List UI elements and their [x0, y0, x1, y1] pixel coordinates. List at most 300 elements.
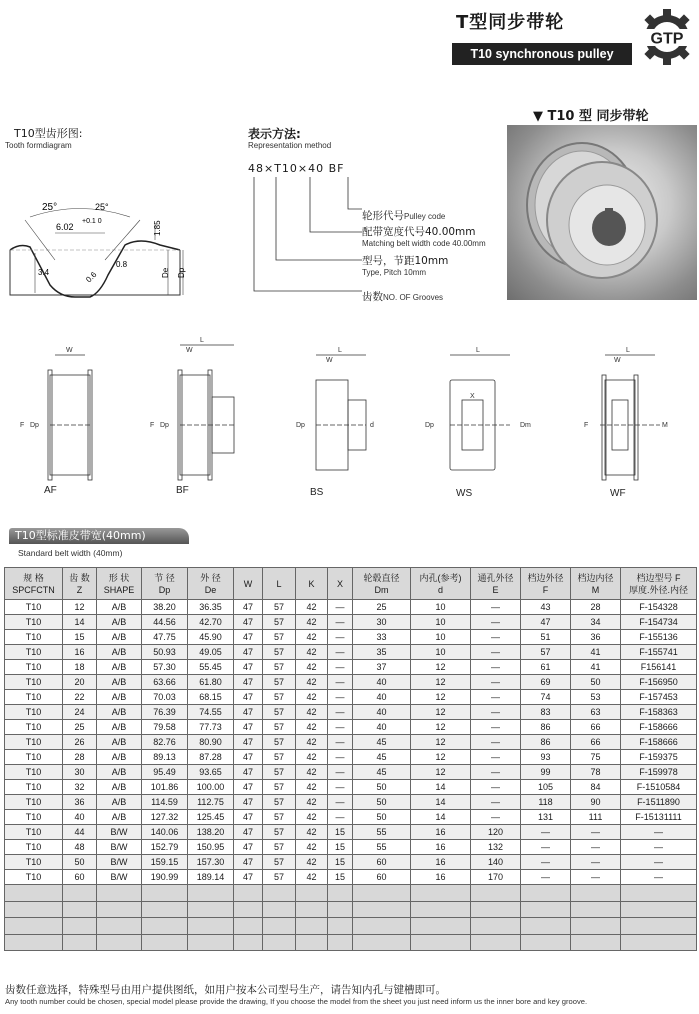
table-cell: — — [521, 840, 571, 855]
tooth-diagram-title: T10型齿形图: — [14, 127, 83, 140]
table-header-cell — [234, 568, 263, 600]
table-cell: 25 — [353, 600, 411, 615]
table-header-label: X — [336, 578, 343, 589]
table-cell — [353, 934, 411, 951]
table-cell — [5, 934, 63, 951]
table-cell: A/B — [97, 600, 142, 615]
svg-text:L: L — [476, 347, 480, 354]
table-cell: 47 — [234, 870, 263, 885]
table-cell: 10 — [411, 645, 471, 660]
table-row — [5, 615, 697, 630]
table-cell: — — [571, 825, 621, 840]
table-row — [5, 645, 697, 660]
svg-text:W: W — [66, 347, 73, 354]
table-header-cell — [142, 568, 188, 600]
table-cell — [234, 901, 263, 918]
table-cell: — — [328, 795, 353, 810]
table-cell: — — [328, 675, 353, 690]
table-cell: 50 — [353, 810, 411, 825]
table-cell: 42 — [296, 645, 328, 660]
table-row — [5, 735, 697, 750]
table-cell — [234, 934, 263, 951]
table-header-label: L — [276, 578, 282, 589]
table-cell — [63, 901, 97, 918]
table-header-sublabel: M — [591, 584, 600, 595]
table-cell: A/B — [97, 765, 142, 780]
table-cell: 38.20 — [142, 600, 188, 615]
table-cell: 47 — [234, 720, 263, 735]
table-cell: 50 — [571, 675, 621, 690]
table-cell: 47 — [234, 615, 263, 630]
table-header-label: 内孔(参考) — [419, 572, 462, 583]
representation-leader-lines — [248, 175, 368, 300]
table-cell — [5, 885, 63, 902]
table-cell: A/B — [97, 675, 142, 690]
svg-text:3.4: 3.4 — [38, 268, 50, 277]
table-cell: 10 — [411, 600, 471, 615]
table-cell: 18 — [63, 660, 97, 675]
table-cell — [5, 901, 63, 918]
table-cell: 43 — [521, 600, 571, 615]
table-cell: — — [471, 690, 521, 705]
table-cell: T10 — [5, 840, 63, 855]
table-cell: 12 — [411, 675, 471, 690]
table-cell: 140 — [471, 855, 521, 870]
table-cell: 26 — [63, 735, 97, 750]
table-cell: T10 — [5, 750, 63, 765]
table-row — [5, 630, 697, 645]
table-cell — [296, 934, 328, 951]
svg-text:F: F — [150, 422, 155, 429]
table-cell: 14 — [411, 780, 471, 795]
table-cell: 57 — [263, 765, 296, 780]
table-cell: 86 — [521, 735, 571, 750]
product-photo-title: ▼ T10 型 同步带轮 — [533, 109, 649, 124]
table-cell: A/B — [97, 780, 142, 795]
table-cell: F-158666 — [621, 720, 697, 735]
table-cell: 42.70 — [188, 615, 234, 630]
table-cell: 47 — [234, 735, 263, 750]
shape-label-wf: WF — [610, 488, 626, 499]
table-cell: — — [471, 720, 521, 735]
table-header-sublabel: F — [542, 584, 549, 595]
table-cell: 47 — [521, 615, 571, 630]
table-cell — [571, 918, 621, 935]
table-cell: 41 — [571, 645, 621, 660]
table-cell: — — [471, 765, 521, 780]
table-cell — [296, 918, 328, 935]
table-cell: 80.90 — [188, 735, 234, 750]
table-cell — [521, 934, 571, 951]
table-cell: — — [328, 810, 353, 825]
table-cell: 20 — [63, 675, 97, 690]
table-row — [5, 660, 697, 675]
table-cell: 50 — [353, 780, 411, 795]
table-cell: T10 — [5, 780, 63, 795]
table-cell: F-1511890 — [621, 795, 697, 810]
page-title: T型同步带轮 — [456, 12, 565, 33]
table-row — [5, 780, 697, 795]
table-cell: 112.75 — [188, 795, 234, 810]
table-cell: A/B — [97, 645, 142, 660]
table-cell: 57 — [263, 750, 296, 765]
table-cell: F-157453 — [621, 690, 697, 705]
table-cell: 77.73 — [188, 720, 234, 735]
table-header-label: 通孔外径 — [477, 572, 514, 583]
table-cell — [471, 901, 521, 918]
table-cell: 57 — [263, 615, 296, 630]
svg-text:De: De — [161, 267, 170, 278]
table-cell: 30 — [353, 615, 411, 630]
table-row — [5, 750, 697, 765]
table-cell: T10 — [5, 600, 63, 615]
shape-label-ws: WS — [456, 488, 473, 499]
table-cell — [328, 885, 353, 902]
table-cell: — — [521, 825, 571, 840]
table-cell: 50 — [63, 855, 97, 870]
footer-note-cn: 齿数任意选择，特殊型号由用户提供图纸，如用户按本公司型号生产，请告知内孔与键槽即可。 — [5, 984, 446, 996]
table-cell: — — [471, 735, 521, 750]
table-header-sublabel: 厚度.外径.内径 — [628, 584, 688, 595]
table-cell: A/B — [97, 705, 142, 720]
table-cell: 47 — [234, 600, 263, 615]
table-cell: 42 — [296, 750, 328, 765]
table-cell: 140.06 — [142, 825, 188, 840]
table-cell: 61.80 — [188, 675, 234, 690]
table-cell: 83 — [521, 705, 571, 720]
table-cell: 42 — [296, 675, 328, 690]
table-cell: 12 — [411, 660, 471, 675]
table-row — [5, 705, 697, 720]
table-cell: 42 — [296, 795, 328, 810]
svg-text:L: L — [338, 347, 342, 354]
shape-label-bs: BS — [310, 487, 324, 498]
table-cell: 79.58 — [142, 720, 188, 735]
table-cell: T10 — [5, 615, 63, 630]
table-cell: 68.15 — [188, 690, 234, 705]
svg-text:W: W — [326, 357, 333, 364]
table-cell: 15 — [328, 855, 353, 870]
svg-text:W: W — [614, 357, 621, 364]
table-cell: B/W — [97, 825, 142, 840]
table-cell: 57 — [263, 795, 296, 810]
table-cell: F-159375 — [621, 750, 697, 765]
table-cell: 16 — [411, 825, 471, 840]
table-cell: — — [471, 705, 521, 720]
table-cell: 16 — [411, 840, 471, 855]
table-row — [5, 840, 697, 855]
table-cell: — — [621, 855, 697, 870]
table-cell: 42 — [296, 810, 328, 825]
table-header-label: 形 状 — [108, 572, 130, 583]
table-cell: T10 — [5, 690, 63, 705]
table-cell: 42 — [296, 720, 328, 735]
table-empty-row — [5, 918, 697, 935]
pulley-photo-icon — [507, 125, 697, 300]
table-cell: T10 — [5, 870, 63, 885]
table-cell: B/W — [97, 870, 142, 885]
table-cell: 61 — [521, 660, 571, 675]
table-cell: 150.95 — [188, 840, 234, 855]
table-cell: 36 — [571, 630, 621, 645]
table-cell: F-154328 — [621, 600, 697, 615]
table-cell: 42 — [296, 735, 328, 750]
table-cell: 57 — [263, 660, 296, 675]
table-cell — [188, 934, 234, 951]
table-cell: 57 — [263, 825, 296, 840]
table-cell: 49.05 — [188, 645, 234, 660]
table-cell: — — [328, 780, 353, 795]
table-cell — [142, 885, 188, 902]
table-cell: — — [328, 735, 353, 750]
table-cell — [263, 901, 296, 918]
table-cell: 33 — [353, 630, 411, 645]
table-cell — [621, 934, 697, 951]
table-cell — [63, 934, 97, 951]
table-cell — [142, 901, 188, 918]
table-cell — [188, 918, 234, 935]
table-cell: 47 — [234, 855, 263, 870]
table-cell: 24 — [63, 705, 97, 720]
table-cell: A/B — [97, 660, 142, 675]
table-header-cell — [328, 568, 353, 600]
table-cell: 47 — [234, 630, 263, 645]
representation-title: 表示方法: — [248, 127, 301, 141]
spec-table — [4, 567, 697, 951]
table-cell: — — [571, 840, 621, 855]
table-header-cell — [411, 568, 471, 600]
table-cell: 40 — [353, 705, 411, 720]
table-cell: 60 — [353, 870, 411, 885]
table-cell: T10 — [5, 825, 63, 840]
table-cell: 28 — [571, 600, 621, 615]
representation-item-grooves: 齿数NO. OF Grooves — [362, 291, 444, 303]
table-cell — [63, 918, 97, 935]
table-cell: 55.45 — [188, 660, 234, 675]
table-cell: 57 — [263, 810, 296, 825]
table-cell: — — [471, 630, 521, 645]
table-cell — [471, 934, 521, 951]
table-cell: T10 — [5, 735, 63, 750]
table-header-cell — [353, 568, 411, 600]
table-cell: A/B — [97, 810, 142, 825]
table-cell — [411, 918, 471, 935]
table-cell: T10 — [5, 855, 63, 870]
table-cell: 190.99 — [142, 870, 188, 885]
svg-text:d: d — [370, 422, 374, 429]
svg-text:Dp: Dp — [30, 422, 39, 429]
table-cell — [353, 901, 411, 918]
table-cell: B/W — [97, 840, 142, 855]
table-cell — [411, 885, 471, 902]
table-cell: 44.56 — [142, 615, 188, 630]
table-cell: 55 — [353, 825, 411, 840]
table-header-cell — [63, 568, 97, 600]
table-cell: 47 — [234, 765, 263, 780]
table-cell: 57 — [263, 600, 296, 615]
table-cell: 47 — [234, 840, 263, 855]
table-cell: 50.93 — [142, 645, 188, 660]
svg-text:1.85: 1.85 — [153, 220, 162, 236]
table-cell: T10 — [5, 705, 63, 720]
table-empty-row — [5, 901, 697, 918]
product-photo — [507, 125, 697, 300]
svg-text:L: L — [200, 337, 204, 344]
table-row — [5, 600, 697, 615]
table-cell: 69 — [521, 675, 571, 690]
table-cell: — — [471, 750, 521, 765]
table-cell: 99 — [521, 765, 571, 780]
table-cell: — — [471, 810, 521, 825]
table-cell: A/B — [97, 750, 142, 765]
table-cell — [621, 885, 697, 902]
table-cell: 47 — [234, 780, 263, 795]
table-row — [5, 870, 697, 885]
table-cell: 125.45 — [188, 810, 234, 825]
table-cell: — — [621, 840, 697, 855]
table-row — [5, 675, 697, 690]
tooth-diagram-subtitle: Tooth formdiagram — [5, 141, 72, 150]
table-cell — [471, 918, 521, 935]
table-empty-row — [5, 885, 697, 902]
table-cell — [234, 885, 263, 902]
table-cell: F-1510584 — [621, 780, 697, 795]
svg-text:6.02: 6.02 — [56, 222, 74, 232]
table-row — [5, 720, 697, 735]
svg-text:Dp: Dp — [160, 422, 169, 429]
table-cell — [571, 934, 621, 951]
table-cell: 86 — [521, 720, 571, 735]
table-cell: 12 — [411, 735, 471, 750]
page-subtitle-bar: T10 synchronous pulley — [452, 43, 632, 65]
table-cell: 40 — [63, 810, 97, 825]
table-cell: 14 — [63, 615, 97, 630]
table-cell: — — [521, 870, 571, 885]
table-header-label: 轮毂直径 — [363, 572, 400, 583]
table-cell: — — [571, 855, 621, 870]
table-header-sublabel: d — [437, 584, 443, 595]
table-cell: 42 — [296, 855, 328, 870]
table-cell: T10 — [5, 675, 63, 690]
table-cell: 40 — [353, 675, 411, 690]
table-header-sublabel: Dm — [374, 584, 389, 595]
table-cell: F-158363 — [621, 705, 697, 720]
table-cell: 42 — [296, 840, 328, 855]
table-cell: 57 — [263, 840, 296, 855]
table-cell — [521, 918, 571, 935]
table-cell: 25 — [63, 720, 97, 735]
table-cell — [521, 885, 571, 902]
table-cell: 100.00 — [188, 780, 234, 795]
table-cell: 14 — [411, 795, 471, 810]
table-header-label: 外 径 — [200, 572, 221, 583]
table-cell: 57 — [263, 720, 296, 735]
table-cell: — — [521, 855, 571, 870]
table-header-label: 齿 数 — [69, 572, 90, 583]
table-cell: 42 — [296, 615, 328, 630]
table-cell: 127.32 — [142, 810, 188, 825]
table-header-cell — [296, 568, 328, 600]
table-cell: 16 — [411, 870, 471, 885]
table-cell: F-155741 — [621, 645, 697, 660]
table-cell: 93 — [521, 750, 571, 765]
table-cell: — — [328, 765, 353, 780]
table-cell: 78 — [571, 765, 621, 780]
table-cell: T10 — [5, 765, 63, 780]
table-cell: 111 — [571, 810, 621, 825]
table-cell: 132 — [471, 840, 521, 855]
table-cell: — — [328, 600, 353, 615]
table-cell — [263, 934, 296, 951]
table-cell — [188, 885, 234, 902]
table-cell: 42 — [296, 765, 328, 780]
table-cell: 42 — [296, 705, 328, 720]
table-header-sublabel: E — [492, 584, 499, 595]
table-cell: 57 — [263, 690, 296, 705]
table-cell: 89.13 — [142, 750, 188, 765]
table-cell: 12 — [411, 720, 471, 735]
svg-text:0.6: 0.6 — [84, 270, 99, 285]
table-header-cell — [521, 568, 571, 600]
tooth-form-diagram — [0, 195, 200, 310]
table-cell: — — [621, 825, 697, 840]
representation-item-belt-width: 配带宽度代号40.00mm Matching belt width code 40.00mm — [362, 226, 486, 248]
table-cell — [353, 885, 411, 902]
table-header-cell — [571, 568, 621, 600]
table-cell — [621, 918, 697, 935]
table-subtitle: Standard belt width (40mm) — [18, 548, 123, 558]
table-cell — [142, 934, 188, 951]
table-cell: 189.14 — [188, 870, 234, 885]
table-cell: 101.86 — [142, 780, 188, 795]
table-header-sublabel: De — [204, 584, 217, 595]
table-cell: — — [328, 705, 353, 720]
svg-text:+0.1 0: +0.1 0 — [82, 218, 102, 225]
table-cell: 36 — [63, 795, 97, 810]
svg-text:M: M — [662, 422, 668, 429]
table-cell: 76.39 — [142, 705, 188, 720]
table-cell: 16 — [411, 855, 471, 870]
table-cell: 57 — [263, 780, 296, 795]
table-cell — [328, 918, 353, 935]
table-cell: 57 — [263, 645, 296, 660]
table-cell: 57 — [263, 855, 296, 870]
table-cell: 12 — [411, 690, 471, 705]
table-cell — [142, 918, 188, 935]
table-cell: 57 — [263, 870, 296, 885]
table-cell: 42 — [296, 870, 328, 885]
table-cell: — — [328, 615, 353, 630]
table-cell: — — [471, 600, 521, 615]
gtp-logo-icon — [636, 6, 698, 68]
table-cell: 114.59 — [142, 795, 188, 810]
table-cell: — — [328, 750, 353, 765]
table-tab-title: T10型标准皮带宽(40mm) — [9, 528, 189, 544]
pulley-shape-drawings — [0, 335, 699, 510]
table-cell: 93.65 — [188, 765, 234, 780]
table-cell — [328, 934, 353, 951]
shape-label-bf: BF — [176, 485, 189, 496]
table-cell: 47.75 — [142, 630, 188, 645]
table-header-sublabel: Z — [76, 584, 83, 595]
table-cell: 42 — [296, 630, 328, 645]
table-cell — [97, 918, 142, 935]
table-cell: 51 — [521, 630, 571, 645]
table-cell: 45 — [353, 735, 411, 750]
table-header-label: 规 格 — [23, 572, 44, 583]
table-cell: F-159978 — [621, 765, 697, 780]
table-cell: 70.03 — [142, 690, 188, 705]
